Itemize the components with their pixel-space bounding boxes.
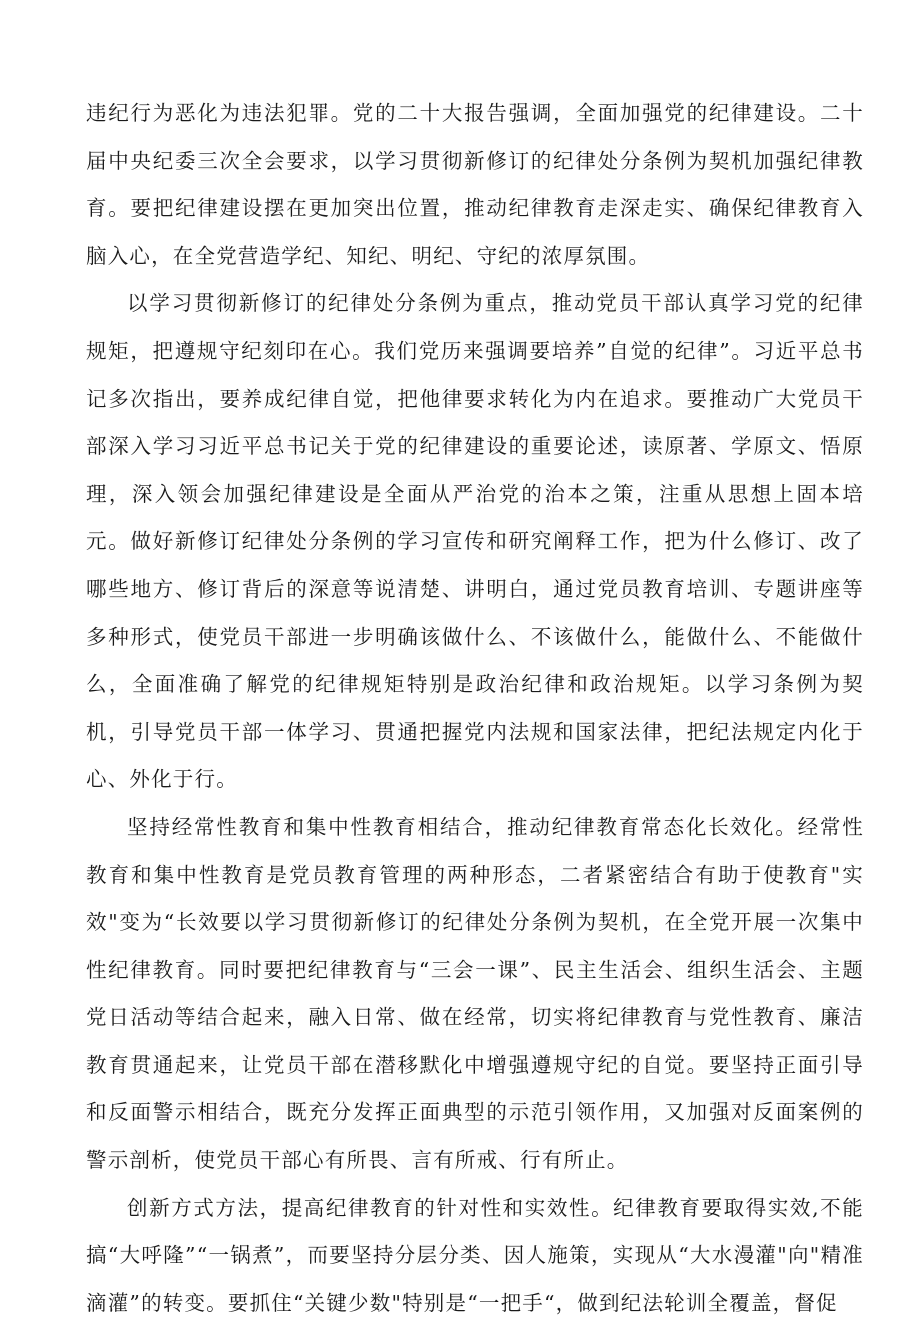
document-body bbox=[86, 90, 864, 1327]
paragraph-1: 违纪行为恶化为违法犯罪。党的二十大报告强调，全面加强党的纪律建设。二十届中央纪委三次全会要求，以学习贯彻新修订的纪律处分条例为契机加强纪律教育。要把纪律建设摆在更加突出位置，推动纪律教育走深走实、确保纪律教育入脑入心，在全党营造学纪、知纪、明纪、守纪的浓厚氛围。 bbox=[86, 101, 864, 268]
paragraph-2: 以学习贯彻新修订的纪律处分条例为重点，推动党员干部认真学习党的纪律规矩，把遵规守纪刻印在心。我们党历来强调要培养”自觉的纪律”。习近平总书记多次指出，要养成纪律自觉，把他律要求转化为内在追求。要推动广大党员干部深入学习习近平总书记关于党的纪律建设的重要论述，读原著、学原文、悟原理，深入领会加强纪律建设是全面从严治党的治本之策，注重从思想上固本培元。做好新修订纪律处分条例的学习宣传和研究阐释工作，把为什么修订、改了哪些地方、修订背后的深意等说清楚、讲明白，通过党员教育培训、专题讲座等多种形式，使党员干部进一步明确该做什么、不该做什么，能做什么、不能做什么，全面准确了解党的纪律规矩特别是政治纪律和政治规矩。以学习条例为契机，引导党员干部一体学习、贯通把握党内法规和国家法律，把纪法规定内化于心、外化于行。 bbox=[86, 291, 864, 792]
paragraph-4: 创新方式方法，提高纪律教育的针对性和实效性。纪律教育要取得实效,不能搞“大呼隆”“一锅煮”，而要坚持分层分类、因人施策，实现从“大水漫灌"向"精准滴灌”的转变。要抓住“关键少数"特别是“一把手“，做到纪法轮训全覆盖，督促 bbox=[86, 1195, 864, 1315]
paragraph-3: 坚持经常性教育和集中性教育相结合，推动纪律教育常态化长效化。经常性教育和集中性教育是党员教育管理的两种形态，二者紧密结合有助于使教育"实效"变为“长效要以学习贯彻新修订的纪律处分条例为契机，在全党开展一次集中性纪律教育。同时要把纪律教育与“三会一课”、民主生活会、组织生活会、主题党日活动等结合起来，融入日常、做在经常，切实将纪律教育与党性教育、廉洁教育贯通起来，让党员干部在潜移默化中增强遵规守纪的自觉。要坚持正面引导和反面警示相结合，既充分发挥正面典型的示范引领作用，又加强对反面案例的警示剖析，使党员干部心有所畏、言有所戒、行有所止。 bbox=[86, 814, 864, 1173]
